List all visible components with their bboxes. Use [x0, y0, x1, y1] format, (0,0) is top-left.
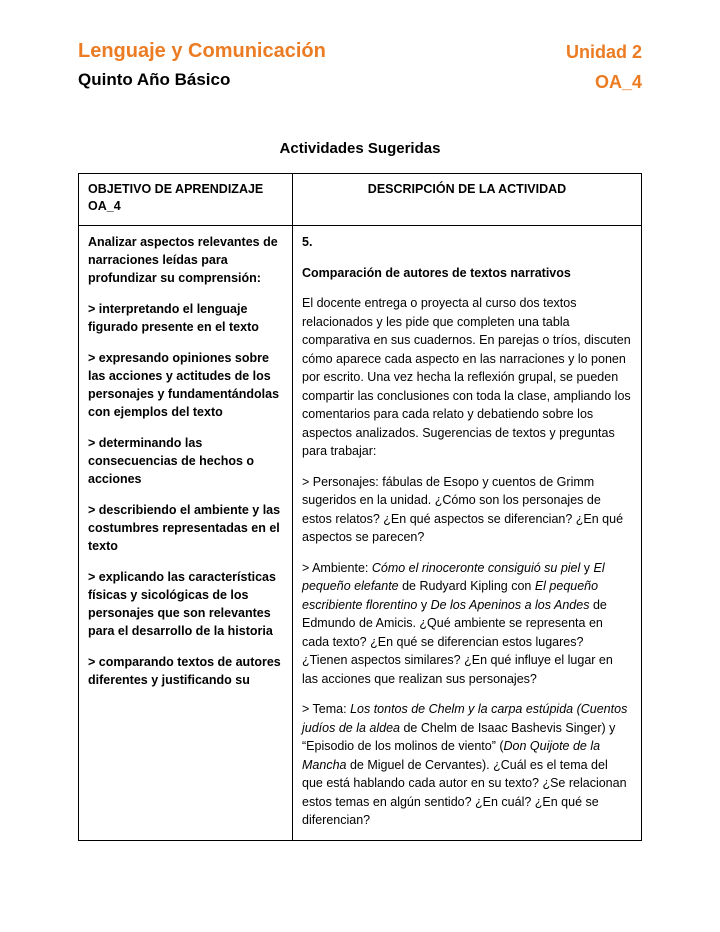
activity-number: 5.: [302, 235, 313, 249]
column-header-objective: OBJETIVO DE APRENDIZAJE OA_4: [79, 174, 293, 226]
objective-paragraph: > expresando opiniones sobre las acciones y actitudes de los personajes y fundamentándolas con ejemplos del texto: [88, 351, 280, 419]
objective-paragraph: > describiendo el ambiente y las costumbres representadas en el texto: [88, 503, 281, 553]
activity-bullet-personajes: > Personajes: fábulas de Esopo y cuentos de Grimm sugeridos en la unidad. ¿Cómo son los personajes de estos relatos? ¿En qué aspectos se diferencian? ¿En qué aspectos se parecen?: [302, 474, 624, 544]
table-header-row: [79, 174, 642, 226]
tema-tail: de Miguel de Cervantes). ¿Cuál es el tema del que está hablando cada autor en su texto? ¿Se relacionan estos temas en algún sentido? ¿En cuál? ¿En qué se diferencian?: [302, 757, 627, 827]
ambiente-mid-1: y: [580, 560, 594, 575]
unit-label: Unidad 2: [565, 42, 642, 62]
ambiente-title-1: Cómo el rinoceronte consiguió su piel: [371, 560, 581, 575]
ambiente-title-3: El pequeño escribiente florentino: [302, 579, 599, 612]
activity-intro: El docente entrega o proyecta al curso dos textos relacionados y les pide que completen una tabla comparativa en sus cuadernos. En parejas o tríos, discuten cómo aparece cada aspecto en las narraciones y lo ponen por escrito. Una vez hecha la reflexión grupal, se pueden compartir las conclusiones con toda la clase, ampliando los comentarios para cada relato y debatiendo sobre los aspectos analizados. Sugerencias de textos y preguntas para trabajar:: [302, 296, 631, 458]
activity-bullet-tema: [302, 700, 632, 830]
oa-label: OA_4: [594, 72, 642, 92]
objective-paragraph: Analizar aspectos relevantes de narraciones leídas para profundizar su comprensión:: [88, 235, 278, 285]
activity-table: [78, 173, 642, 841]
tema-title-3: Don Quijote de la Mancha: [302, 739, 601, 772]
ambiente-lead: > Ambiente:: [302, 560, 372, 575]
subject-title: Lenguaje y Comunicación: [78, 40, 326, 62]
objective-paragraph: > determinando las consecuencias de hechos o acciones: [88, 436, 255, 486]
document-header: [78, 0, 642, 94]
column-header-description: DESCRIPCIÓN DE LA ACTIVIDAD: [293, 174, 642, 226]
page-title: Actividades Sugeridas: [279, 140, 441, 157]
grade-title: Quinto Año Básico: [78, 70, 231, 89]
ambiente-tail: de Edmundo de Amicis. ¿Qué ambiente se representa en cada texto? ¿En qué se diferencian estos lugares? ¿Tienen aspectos similares? ¿En qué influye el lugar en las acciones que realizan sus personajes?: [302, 597, 613, 686]
tema-lead: > Tema:: [302, 702, 351, 716]
tema-title-1: Los tontos de Chelm y la carpa estúpida: [350, 702, 574, 716]
objective-paragraph: > interpretando el lenguaje figurado presente en el texto: [88, 302, 259, 334]
objective-cell: [79, 226, 293, 841]
description-cell: [293, 226, 642, 841]
activity-subtitle: Comparación de autores de textos narrativos: [302, 265, 571, 280]
ambiente-mid-3: y: [417, 597, 431, 612]
ambiente-title-4: De los Apeninos a los Andes: [430, 597, 590, 612]
header-left: [78, 38, 326, 92]
ambiente-mid-2: de Rudyard Kipling con: [398, 579, 535, 593]
activity-bullet-ambiente: [302, 559, 632, 689]
ambiente-title-2: El pequeño elefante: [302, 560, 605, 593]
table-row: [79, 226, 642, 841]
tema-mid-2: de Chelm de Isaac Bashevis Singer) y “Episodio de los molinos de viento” (: [302, 720, 616, 753]
tema-title-2: (Cuentos judíos de la aldea: [302, 702, 628, 735]
header-right: [566, 38, 642, 94]
objective-paragraph: > explicando las características físicas y sicológicas de los personajes que son relevantes para el desarrollo de la historia: [88, 570, 276, 638]
objective-paragraph: > comparando textos de autores diferentes y justificando su: [88, 655, 281, 687]
